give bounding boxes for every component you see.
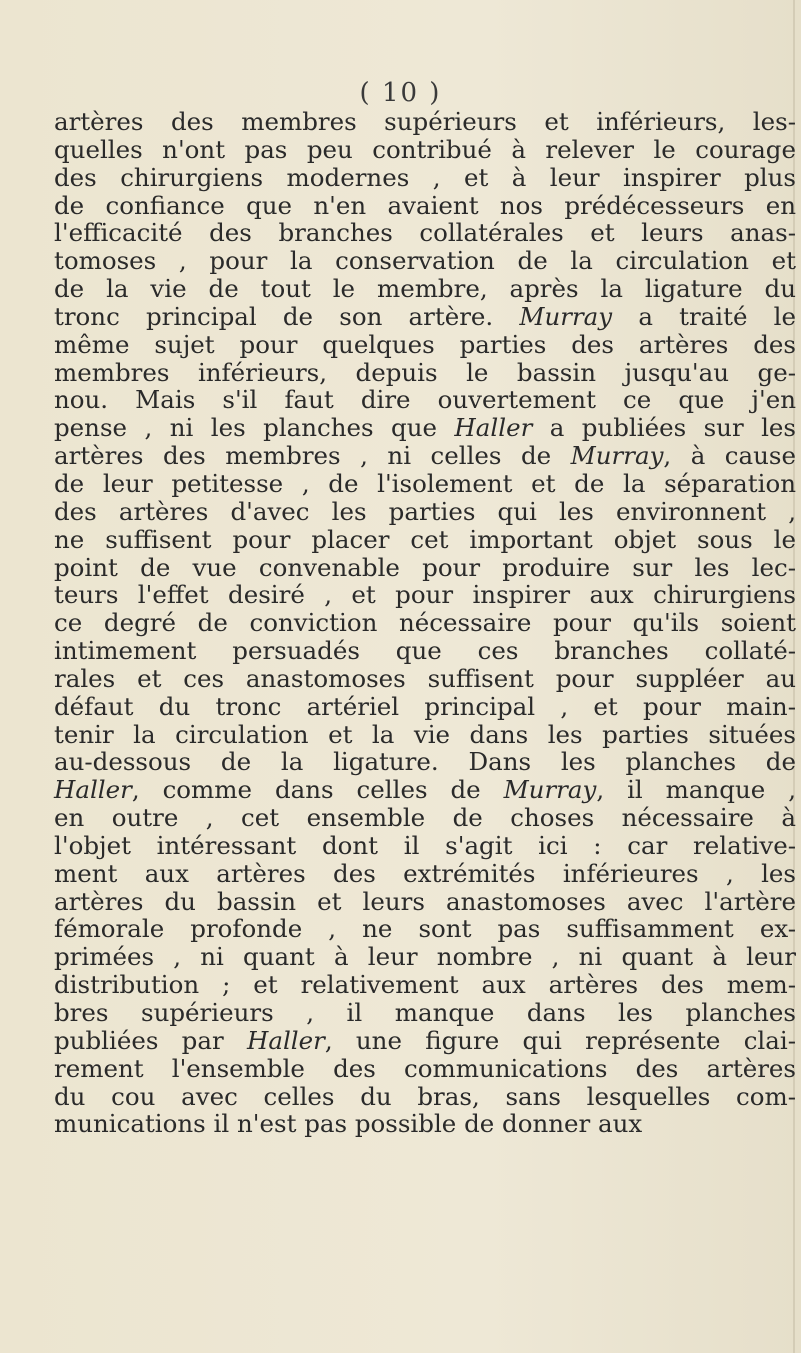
text-segment: teurs l'effet desiré , et pour inspirer aux chirurgiens — [54, 580, 796, 610]
text-line — [54, 804, 796, 832]
text-segment: rement l'ensemble des communications des artères — [54, 1053, 796, 1083]
text-segment: ce degré de conviction nécessaire pour qu'ils soient — [54, 608, 796, 638]
text-line — [54, 1027, 796, 1055]
text-line — [54, 860, 796, 888]
text-segment: des chirurgiens modernes , et à leur inspirer plus — [54, 162, 796, 192]
text-line — [54, 971, 796, 999]
text-segment: artères des membres , ni celles de — [54, 441, 571, 471]
text-line — [54, 665, 796, 693]
author-name: Murray — [519, 301, 613, 331]
text-segment: quelles n'ont pas peu contribué à relever le courage — [54, 134, 796, 164]
text-segment: primées , ni quant à leur nombre , ni quant à leur — [54, 942, 796, 972]
text-segment: point de vue convenable pour produire sur les lec- — [54, 552, 796, 582]
text-line — [54, 386, 796, 414]
text-segment: artères du bassin et leurs anastomoses avec l'artère — [54, 886, 796, 916]
text-line — [54, 247, 796, 275]
text-segment: , une figure qui représente clai- — [324, 1025, 796, 1055]
text-segment: intimement persuadés que ces branches collaté- — [54, 636, 796, 666]
text-line — [54, 526, 796, 554]
text-line — [54, 776, 796, 804]
text-segment: a publiées sur les — [532, 413, 796, 443]
text-segment: pense , ni les planches que — [54, 413, 455, 443]
text-segment: tomoses , pour la conservation de la circulation et — [54, 246, 796, 276]
text-line — [54, 498, 796, 526]
text-segment: artères des membres supérieurs et inférieurs, les- — [54, 107, 796, 136]
text-segment: de la vie de tout le membre, après la ligature du — [54, 274, 796, 304]
text-line — [54, 359, 796, 387]
text-segment: des artères d'avec les parties qui les environnent , — [54, 496, 796, 526]
author-name: Murray — [570, 441, 664, 471]
text-line — [54, 832, 796, 860]
text-line — [54, 219, 796, 247]
body-paragraph — [54, 108, 796, 1138]
text-segment: en outre , cet ensemble de choses nécessaire à — [54, 803, 796, 833]
text-segment: , comme dans celles de — [131, 775, 504, 805]
text-line — [54, 303, 796, 331]
text-segment: fémorale profonde , ne sont pas suffisamment ex- — [54, 914, 796, 944]
text-line — [54, 721, 796, 749]
text-segment: défaut du tronc artériel principal , et pour main- — [54, 691, 796, 721]
text-segment: rales et ces anastomoses suffisent pour suppléer au — [54, 663, 796, 693]
text-segment: publiées par — [54, 1025, 247, 1055]
text-segment: du cou avec celles du bras, sans lesquelles com- — [54, 1081, 796, 1111]
text-segment: membres inférieurs, depuis le bassin jusqu'au ge- — [54, 357, 796, 387]
text-line — [54, 888, 796, 916]
author-name: Murray — [503, 775, 597, 805]
text-line — [54, 470, 796, 498]
text-line — [54, 915, 796, 943]
text-segment: bres supérieurs , il manque dans les planches — [54, 998, 796, 1027]
text-line — [54, 1055, 796, 1083]
text-segment: , à cause — [663, 441, 796, 471]
text-segment: ment aux artères des extrémités inférieures , les — [54, 858, 796, 888]
text-line — [54, 331, 796, 359]
text-segment: a traité le — [612, 301, 796, 331]
text-line — [54, 108, 796, 136]
text-line — [54, 999, 796, 1027]
text-segment: l'efficacité des branches collatérales et leurs anas- — [54, 218, 796, 248]
author-name: Haller — [246, 1025, 325, 1055]
text-line — [54, 192, 796, 220]
author-name: Haller — [454, 413, 533, 443]
text-line — [54, 748, 796, 776]
text-segment: même sujet pour quelques parties des artères des — [54, 329, 796, 359]
text-segment: munications il n'est pas possible de donner aux — [54, 1109, 643, 1139]
text-segment: l'objet intéressant dont il s'agit ici : car relative- — [54, 830, 796, 860]
text-segment: ne suffisent pour placer cet important objet sous le — [54, 524, 796, 554]
text-line — [54, 1083, 796, 1111]
text-segment: tenir la circulation et la vie dans les parties situées — [54, 719, 796, 749]
text-line — [54, 414, 796, 442]
text-segment: au-dessous de la ligature. Dans les planches de — [54, 747, 796, 777]
text-line — [54, 164, 796, 192]
text-line — [54, 1110, 796, 1138]
text-line — [54, 554, 796, 582]
text-segment: nou. Mais s'il faut dire ouvertement ce que j'en — [54, 385, 796, 415]
text-segment: de confiance que n'en avaient nos prédécesseurs en — [54, 190, 796, 220]
text-line — [54, 136, 796, 164]
text-line — [54, 609, 796, 637]
text-segment: , il manque , — [596, 775, 796, 805]
author-name: Haller — [54, 775, 132, 805]
text-line — [54, 943, 796, 971]
text-segment: de leur petitesse , de l'isolement et de la séparation — [54, 468, 796, 498]
text-line — [54, 637, 796, 665]
text-line — [54, 442, 796, 470]
text-line — [54, 581, 796, 609]
text-segment: tronc principal de son artère. — [54, 301, 520, 331]
page-number: ( 10 ) — [359, 78, 442, 108]
text-line — [54, 275, 796, 303]
text-line — [54, 693, 796, 721]
text-segment: distribution ; et relativement aux artères des mem- — [54, 970, 796, 1000]
